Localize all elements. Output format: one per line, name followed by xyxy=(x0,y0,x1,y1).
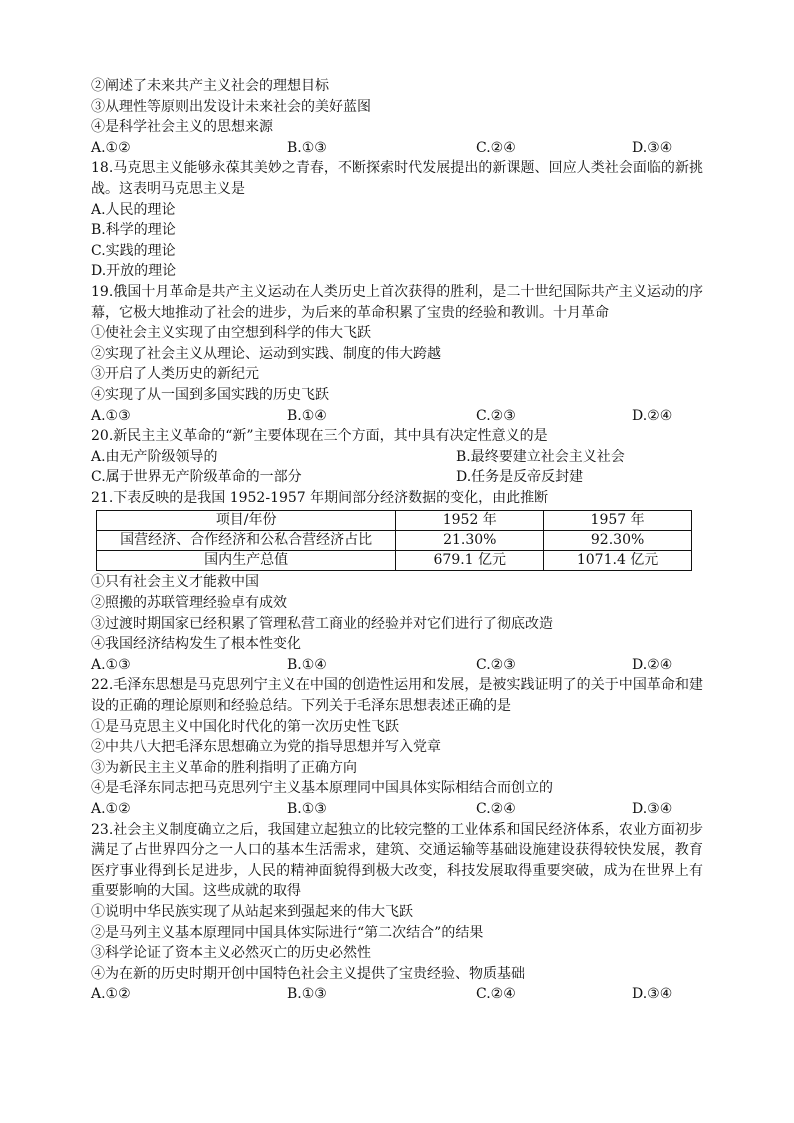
q19-option-b: B.①④ xyxy=(287,407,327,424)
q23-item-1: ①说明中华民族实现了从站起来到强起来的伟大飞跃 xyxy=(91,903,413,920)
table-row xyxy=(97,531,692,551)
q19-item-3: ③开启了人类历史的新纪元 xyxy=(91,366,259,383)
question-21 xyxy=(91,488,703,676)
question-23 xyxy=(91,820,703,1005)
table-header-1957: 1957 年 xyxy=(544,511,692,531)
table-header-item: 项目/年份 xyxy=(97,511,396,531)
q21-option-b: B.①④ xyxy=(287,656,327,673)
q21-option-c: C.②③ xyxy=(476,656,516,673)
q23-options xyxy=(91,984,703,1005)
q23-option-c: C.②④ xyxy=(476,986,516,1003)
q20-options-row-2 xyxy=(91,467,703,488)
q23-item-4: ④为在新的历史时期开创中国特色社会主义提供了宝贵经验、物质基础 xyxy=(91,965,525,982)
q21-options xyxy=(91,655,703,676)
q23-stem: 23.社会主义制度确立之后，我国建立起独立的比较完整的工业体系和国民经济体系，农业方面初步满足了占世界四分之一人口的基本生活需求，建筑、交通运输等基础设施建设获得较快发展，教育医疗事业得到长足进步，人民的精神面貌得到极大改变，科技发展取得重要突破，成为在世界上有重要影响的大国。这些成就的取得 xyxy=(91,821,703,900)
table-cell: 92.30% xyxy=(544,531,692,551)
q17-option-a: A.①② xyxy=(91,139,131,156)
question-18 xyxy=(91,158,703,282)
q21-option-d: D.②④ xyxy=(632,656,673,673)
table-cell: 国内生产总值 xyxy=(97,551,396,571)
q18-stem: 18.马克思主义能够永葆其美妙之青春，不断探索时代发展提出的新课题、回应人类社会面临的新挑战。这表明马克思主义是 xyxy=(91,160,703,197)
q17-option-c: C.②④ xyxy=(476,139,516,156)
q21-item-1: ①只有社会主义才能救中国 xyxy=(91,574,259,591)
q19-item-4: ④实现了从一国到多国实践的历史飞跃 xyxy=(91,386,329,403)
question-20 xyxy=(91,426,703,488)
q22-item-1: ①是马克思主义中国化时代化的第一次历史性飞跃 xyxy=(91,718,399,735)
q23-option-a: A.①② xyxy=(91,986,131,1003)
q20-stem: 20.新民主主义革命的“新”主要体现在三个方面，其中具有决定性意义的是 xyxy=(91,428,548,445)
q23-item-2: ②是马列主义基本原理同中国具体实际进行“第二次结合”的结果 xyxy=(91,924,484,941)
q19-option-a: A.①③ xyxy=(91,407,131,424)
q19-item-1: ①使社会主义实现了由空想到科学的伟大飞跃 xyxy=(91,325,371,342)
q21-stem: 21.下表反映的是我国 1952-1957 年期间部分经济数据的变化，由此推断 xyxy=(91,489,549,506)
q17-option-b: B.①③ xyxy=(287,139,327,156)
q19-stem: 19.俄国十月革命是共产主义运动在人类历史上首次获得的胜利，是二十世纪国际共产主义运动的序幕，它极大地推动了社会的进步，为后来的革命积累了宝贵的经验和教训。十月革命 xyxy=(91,283,703,321)
q22-option-a: A.①② xyxy=(91,801,131,817)
q18-option-c: C.实践的理论 xyxy=(91,242,176,259)
q20-option-c: C.属于世界无产阶级革命的一部分 xyxy=(91,469,302,486)
q22-option-d: D.③④ xyxy=(632,801,673,817)
q22-option-c: C.②④ xyxy=(476,801,516,817)
table-cell: 21.30% xyxy=(396,531,544,551)
question-22 xyxy=(91,675,703,819)
q17-item-2: ②阐述了未来共产主义社会的理想目标 xyxy=(91,78,329,94)
q21-item-2: ②照搬的苏联管理经验卓有成效 xyxy=(91,595,287,612)
q22-item-3: ③为新民主主义革命的胜利指明了正确方向 xyxy=(91,759,357,776)
question-17-tail xyxy=(91,76,703,158)
q22-item-2: ②中共八大把毛泽东思想确立为党的指导思想并写入党章 xyxy=(91,739,441,756)
q19-item-2: ②实现了社会主义从理论、运动到实践、制度的伟大跨越 xyxy=(91,345,441,362)
q22-option-b: B.①③ xyxy=(287,801,327,817)
q23-option-b: B.①③ xyxy=(287,986,327,1003)
table-cell: 1071.4 亿元 xyxy=(544,551,692,571)
q22-item-4: ④是毛泽东同志把马克思列宁主义基本原理同中国具体实际相结合而创立的 xyxy=(91,780,553,797)
q18-option-d: D.开放的理论 xyxy=(91,263,177,280)
table-cell: 679.1 亿元 xyxy=(396,551,544,571)
question-19 xyxy=(91,282,703,426)
q21-data-table xyxy=(96,510,692,571)
table-header-row xyxy=(97,511,692,531)
q21-item-3: ③过渡时期国家已经积累了管理私营工商业的经验并对它们进行了彻底改造 xyxy=(91,615,553,632)
q17-item-4: ④是科学社会主义的思想来源 xyxy=(91,119,273,136)
q17-option-d: D.③④ xyxy=(632,139,673,156)
q22-stem: 22.毛泽东思想是马克思列宁主义在中国的创造性运用和发展，是被实践证明了的关于中国革命和建设的正确的理论原则和经验总结。下列关于毛泽东思想表述正确的是 xyxy=(91,677,703,715)
q20-option-d: D.任务是反帝反封建 xyxy=(456,469,584,486)
table-header-1952: 1952 年 xyxy=(396,511,544,531)
q19-option-d: D.②④ xyxy=(632,407,673,424)
q19-options xyxy=(91,406,703,427)
q18-option-b: B.科学的理论 xyxy=(91,222,176,239)
q22-options xyxy=(91,799,703,820)
q17-item-3: ③从理性等原则出发设计未来社会的美好蓝图 xyxy=(91,98,371,115)
table-row xyxy=(97,551,692,571)
table-cell: 国营经济、合作经济和公私合营经济占比 xyxy=(97,531,396,551)
q21-item-4: ④我国经济结构发生了根本性变化 xyxy=(91,636,301,653)
q21-option-a: A.①③ xyxy=(91,656,131,673)
exam-content xyxy=(91,76,703,1005)
q20-option-b: B.最终要建立社会主义社会 xyxy=(456,448,625,465)
q23-item-3: ③科学论证了资本主义必然灭亡的历史必然性 xyxy=(91,945,371,962)
q17-options xyxy=(91,138,703,159)
q20-option-a: A.由无产阶级领导的 xyxy=(91,448,218,465)
q23-option-d: D.③④ xyxy=(632,986,673,1003)
q20-options-row-1 xyxy=(91,447,703,468)
q19-option-c: C.②③ xyxy=(476,407,516,424)
q18-option-a: A.人民的理论 xyxy=(91,201,176,218)
